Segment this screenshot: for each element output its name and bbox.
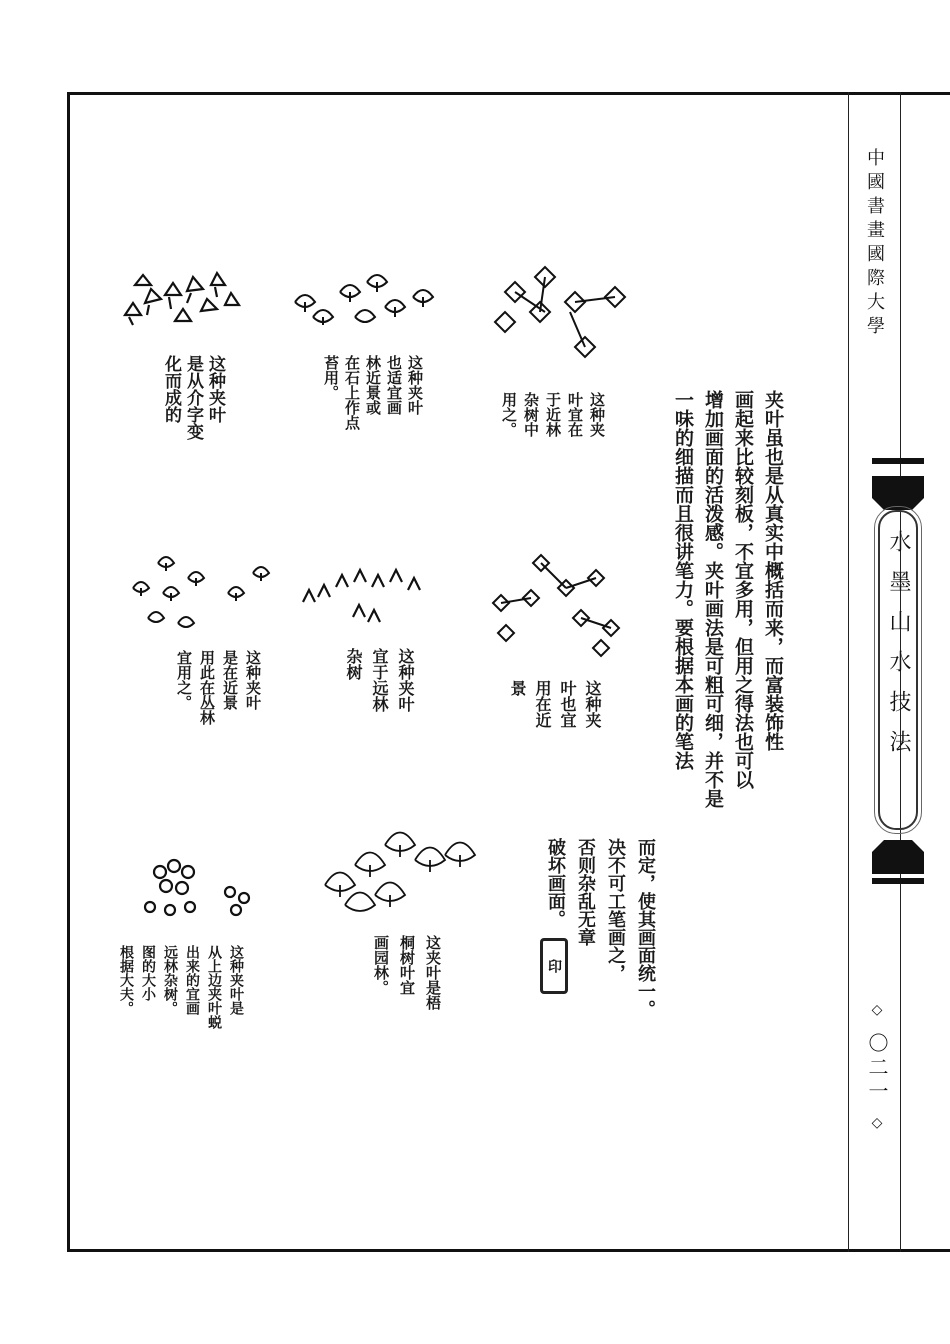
caption-3: 这种夹 叶宜在 于近林 杂树中 用之。 (500, 392, 606, 437)
leaf-cluster-5 (298, 562, 438, 637)
page-number: 〇二一 (865, 1032, 889, 1105)
cartouche-bar-top (872, 458, 924, 464)
page-number-block (862, 1002, 892, 1135)
caption-2: 这种夹叶 也适宜画 林近景或 在石上作点 苔用。 (322, 355, 424, 430)
cartouche-bar-bottom (872, 878, 924, 884)
diamond-icon: ◇ (869, 1114, 885, 1135)
caption-1: 这种夹叶 是从介字变 化而成的 (161, 355, 225, 440)
series-title: 中國書畫國際大學 (864, 148, 885, 340)
leaf-cluster-2 (285, 262, 450, 337)
caption-6: 这种夹 叶也宜 用在近 景 (508, 680, 602, 728)
caption-7: 这种夹叶是 从上边夹叶蜕 出来的宜画 远林杂树。 图的大小 根据大夫。 (118, 945, 244, 1029)
caption-4: 这种夹叶 是在近景 用此在丛林 宜用之。 (175, 650, 262, 725)
leaf-cluster-4 (118, 548, 283, 643)
leaf-cluster-3 (475, 262, 650, 372)
caption-8: 这夹叶是梧 桐树叶宜 画园林。 (372, 935, 442, 1010)
leaf-cluster-8 (305, 825, 485, 925)
leaf-cluster-6 (478, 548, 638, 663)
margin-rule-inner (848, 92, 849, 1252)
book-title: 水墨山水技法 (886, 530, 911, 770)
cartouche-bottom-ornament (872, 840, 924, 874)
artist-seal: 印 (540, 938, 568, 994)
cartouche-top-ornament (872, 476, 924, 510)
main-text-block-lower: 而定，使其画面统一。 决不可工笔画之， 否则杂乱无章 破坏画面。 (545, 838, 656, 1018)
main-text-block: 夹叶虽也是从真实中概括而来，而富装饰性 画起来比较刻板，不宜多用，但用之得法也可以 增加画面的活泼感。夹叶画法是可粗可细，并不是 一味的细描而且很讲笔力。要根据本画的笔法 (672, 390, 784, 808)
caption-5: 这种夹叶 宜于远林 杂树 (344, 648, 415, 712)
diamond-icon: ◇ (869, 1002, 885, 1022)
leaf-cluster-7 (140, 852, 280, 927)
leaf-cluster-1 (115, 255, 255, 335)
